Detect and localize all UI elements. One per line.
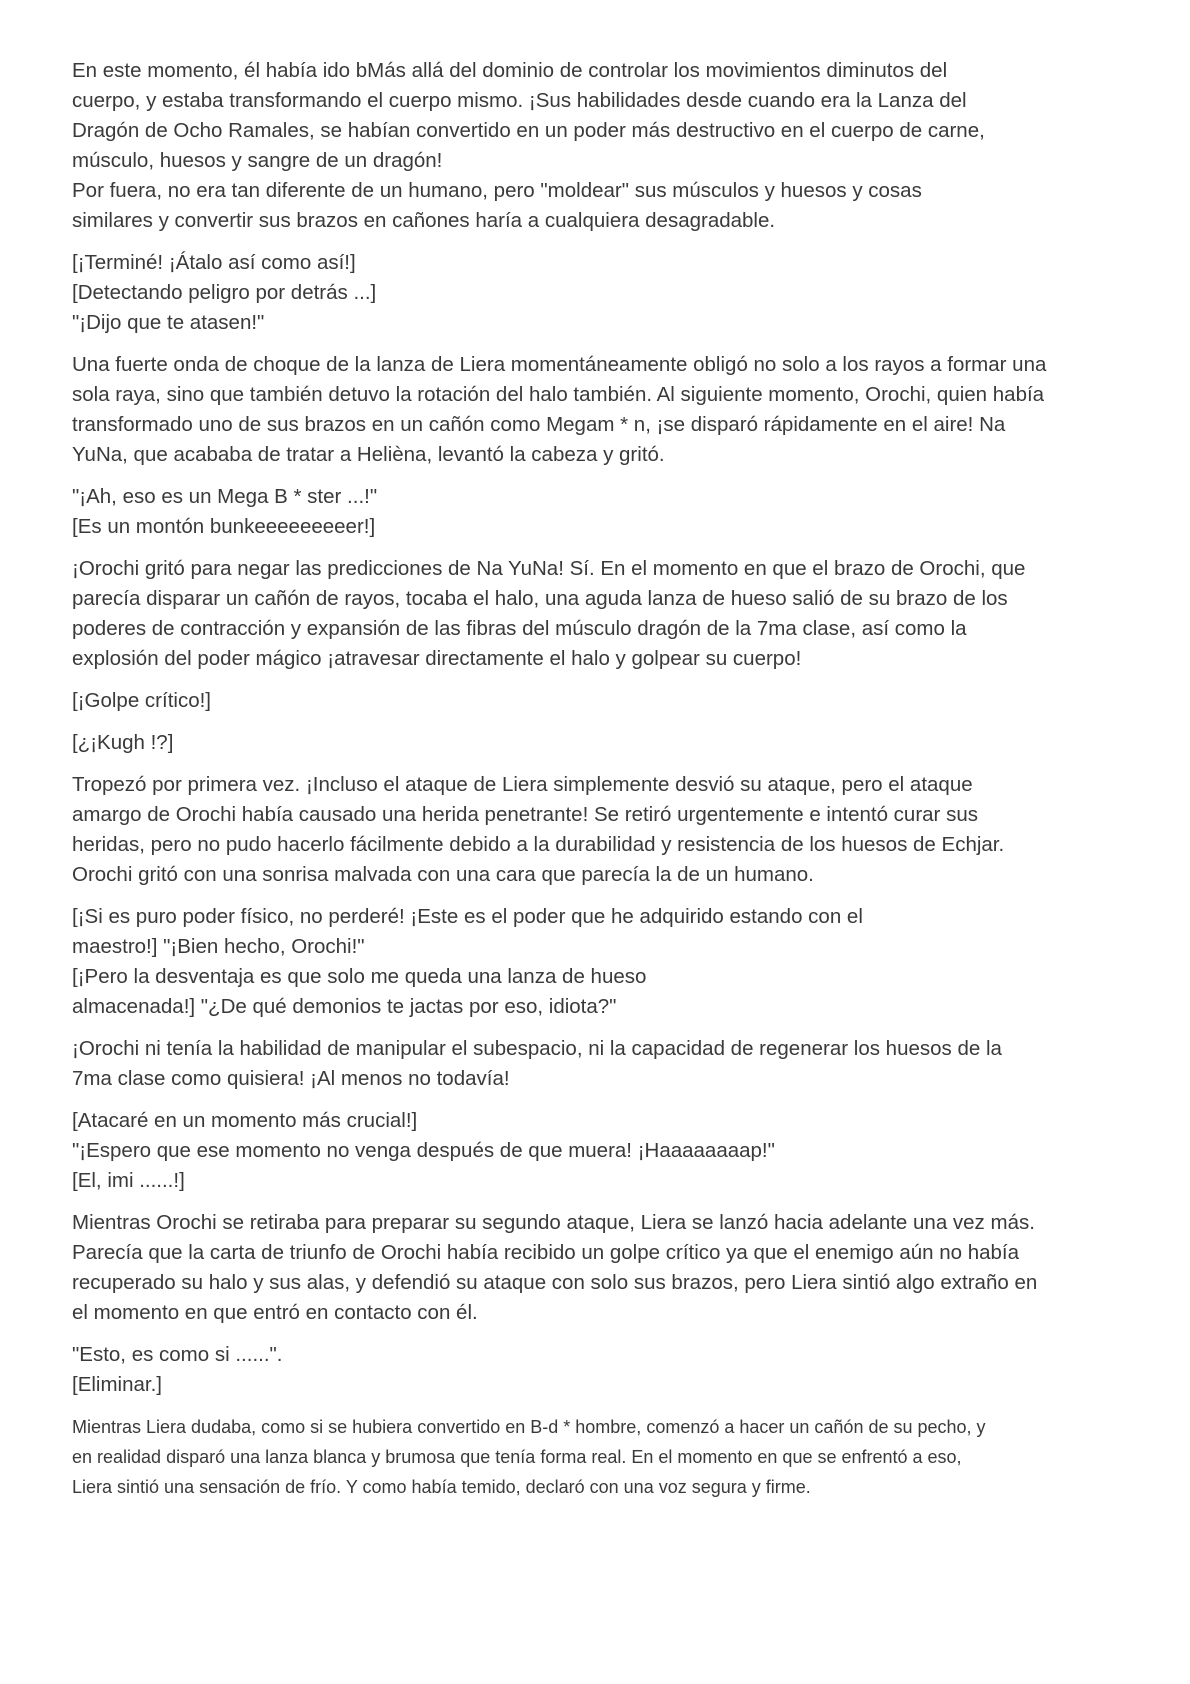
paragraph-3 <box>72 350 1118 470</box>
text-line: [Eliminar.] <box>72 1373 162 1396</box>
paragraph-1 <box>72 56 1118 236</box>
text-line: maestro!] "¡Bien hecho, Orochi!" <box>72 935 365 958</box>
text-line: Orochi gritó con una sonrisa malvada con una cara que parecía la de un humano. <box>72 863 814 886</box>
text-line: [Detectando peligro por detrás ...] <box>72 281 377 304</box>
text-line: YuNa, que acababa de tratar a Helièna, levantó la cabeza y gritó. <box>72 443 665 466</box>
text-line: "Esto, es como si ......". <box>72 1343 283 1366</box>
text-line: parecía disparar un cañón de rayos, tocaba el halo, una aguda lanza de hueso salió de su brazo de los <box>72 587 1008 610</box>
text-line: Parecía que la carta de triunfo de Orochi había recibido un golpe crítico ya que el enemigo aún no había <box>72 1241 1020 1264</box>
text-line: ¡Orochi ni tenía la habilidad de manipular el subespacio, ni la capacidad de regenerar los huesos de la <box>72 1037 1002 1060</box>
paragraph-10 <box>72 1034 1118 1094</box>
text-line: almacenada!] "¿De qué demonios te jactas por eso, idiota?" <box>72 995 617 1018</box>
text-line: Tropezó por primera vez. ¡Incluso el ataque de Liera simplemente desvió su ataque, pero el ataque <box>72 773 973 796</box>
text-line: [¡Si es puro poder físico, no perderé! ¡Este es el poder que he adquirido estando con el <box>72 905 863 928</box>
text-line: amargo de Orochi había causado una herida penetrante! Se retiró urgentemente e intentó curar sus <box>72 803 978 826</box>
text-line: [¿¡Kugh !?] <box>72 731 174 754</box>
text-line: "¡Ah, eso es un Mega B * ster ...!" <box>72 485 378 508</box>
text-line: sola raya, sino que también detuvo la rotación del halo también. Al siguiente momento, Orochi, quien había <box>72 383 1045 406</box>
text-line: recuperado su halo y sus alas, y defendió su ataque con solo sus brazos, pero Liera sintió algo extraño en <box>72 1271 1038 1294</box>
text-line: similares y convertir sus brazos en cañones haría a cualquiera desagradable. <box>72 209 776 232</box>
paragraph-4 <box>72 482 1118 542</box>
text-line: "¡Dijo que te atasen!" <box>72 311 265 334</box>
text-line: "¡Espero que ese momento no venga después de que muera! ¡Haaaaaaaap!" <box>72 1139 775 1162</box>
text-line: ¡Orochi gritó para negar las predicciones de Na YuNa! Sí. En el momento en que el brazo de Orochi, que <box>72 557 1026 580</box>
text-line: Por fuera, no era tan diferente de un humano, pero "moldear" sus músculos y huesos y cosas <box>72 179 922 202</box>
text-line: Liera sintió una sensación de frío. Y como había temido, declaró con una voz segura y firme. <box>72 1477 811 1497</box>
text-line: [Es un montón bunkeeeeeeeeer!] <box>72 515 376 538</box>
text-line: [¡Pero la desventaja es que solo me queda una lanza de hueso <box>72 965 647 988</box>
text-line: [El, imi ......!] <box>72 1169 185 1192</box>
paragraph-11 <box>72 1106 1118 1196</box>
text-line: Dragón de Ocho Ramales, se habían convertido en un poder más destructivo en el cuerpo de carne, <box>72 119 985 142</box>
text-line: [¡Terminé! ¡Átalo así como así!] <box>72 251 356 274</box>
text-line: en realidad disparó una lanza blanca y brumosa que tenía forma real. En el momento en que se enfrentó a eso, <box>72 1447 962 1467</box>
text-line: Una fuerte onda de choque de la lanza de Liera momentáneamente obligó no solo a los rayos a formar una <box>72 353 1047 376</box>
paragraph-5 <box>72 554 1118 674</box>
text-line: heridas, pero no pudo hacerlo fácilmente debido a la durabilidad y resistencia de los huesos de Echjar. <box>72 833 1005 856</box>
text-line: explosión del poder mágico ¡atravesar directamente el halo y golpear su cuerpo! <box>72 647 802 670</box>
paragraph-6 <box>72 686 1118 716</box>
text-line: cuerpo, y estaba transformando el cuerpo mismo. ¡Sus habilidades desde cuando era la Lanza del <box>72 89 967 112</box>
paragraph-9 <box>72 902 1118 1022</box>
paragraph-8 <box>72 770 1118 890</box>
text-line: Mientras Liera dudaba, como si se hubiera convertido en B-d * hombre, comenzó a hacer un cañón de su pecho, y <box>72 1417 986 1437</box>
text-line: 7ma clase como quisiera! ¡Al menos no todavía! <box>72 1067 510 1090</box>
text-line: [¡Golpe crítico!] <box>72 689 211 712</box>
text-line: [Atacaré en un momento más crucial!] <box>72 1109 418 1132</box>
text-line: En este momento, él había ido bMás allá del dominio de controlar los movimientos diminutos del <box>72 59 948 82</box>
text-line: el momento en que entró en contacto con él. <box>72 1301 478 1324</box>
paragraph-13 <box>72 1340 1118 1400</box>
text-line: poderes de contracción y expansión de las fibras del músculo dragón de la 7ma clase, así como la <box>72 617 967 640</box>
paragraph-7 <box>72 728 1118 758</box>
text-line: Mientras Orochi se retiraba para preparar su segundo ataque, Liera se lanzó hacia adelante una vez más. <box>72 1211 1035 1234</box>
paragraph-14 <box>72 1412 1118 1502</box>
text-line: músculo, huesos y sangre de un dragón! <box>72 149 443 172</box>
paragraph-2 <box>72 248 1118 338</box>
paragraph-12 <box>72 1208 1118 1328</box>
text-line: transformado uno de sus brazos en un cañón como Megam * n, ¡se disparó rápidamente en el aire! Na <box>72 413 1006 436</box>
